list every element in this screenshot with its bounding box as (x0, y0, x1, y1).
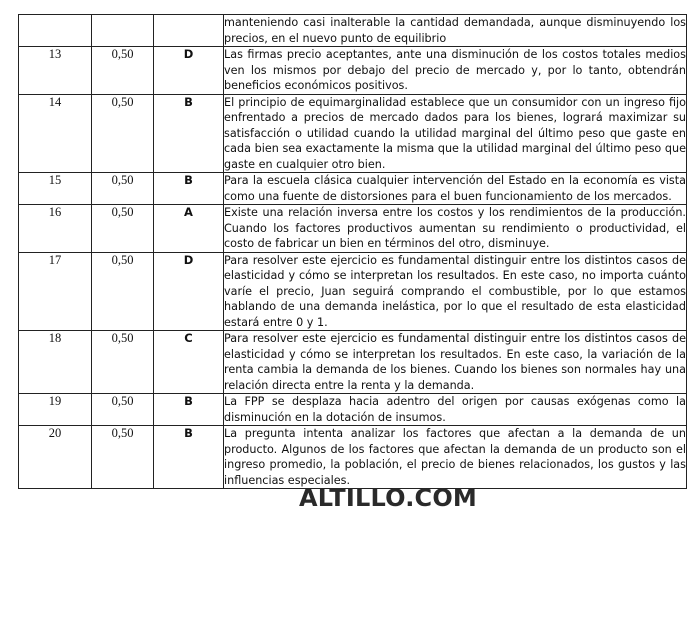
question-score (92, 15, 154, 47)
question-score: 0,50 (92, 205, 154, 253)
answer-explanation: Existe una relación inversa entre los costos y los rendimientos de la producción. Cuando los factores productivos aumentan su rendimiento o productividad, el costo de fabricar un bien en términos del otro, disminuye. (224, 206, 686, 250)
answer-letter: A (154, 205, 224, 253)
answer-explanation: Las firmas precio aceptantes, ante una disminución de los costos totales medios ven los mismos por debajo del precio de mercado y, por lo tanto, obtendrán beneficios económicos positivos. (224, 48, 686, 92)
question-number: 16 (19, 205, 92, 253)
table-row (19, 173, 687, 205)
question-number: 19 (19, 394, 92, 426)
question-score: 0,50 (92, 426, 154, 489)
table-row (19, 205, 687, 253)
question-score: 0,50 (92, 252, 154, 331)
question-score: 0,50 (92, 173, 154, 205)
answer-letter: B (154, 173, 224, 205)
answer-letter (154, 15, 224, 47)
answer-explanation: Para resolver este ejercicio es fundamental distinguir entre los distintos casos de elasticidad y cómo se interpretan los resultados. En este caso, no importa cuánto varíe el precio, Juan seguirá comprando el combustible, por lo que estamos hablando de una demanda inelástica, por lo que el resultado de esta elasticidad estará entre 0 y 1. (224, 253, 686, 329)
question-number: 15 (19, 173, 92, 205)
table-row (19, 15, 687, 47)
question-number (19, 15, 92, 47)
answer-letter: B (154, 394, 224, 426)
question-score: 0,50 (92, 394, 154, 426)
answer-letter: C (154, 331, 224, 394)
answer-letter: B (154, 94, 224, 173)
answer-letter: B (154, 426, 224, 489)
site-watermark: ALTILLO.COM (299, 484, 478, 512)
question-number: 18 (19, 331, 92, 394)
answer-explanation: Para resolver este ejercicio es fundamental distinguir entre los distintos casos de elasticidad y cómo se interpretan los resultados. En este caso, la variación de la renta cambia la demanda de los bienes. Cuando los bienes son normales hay una relación directa entre la renta y la demanda. (224, 332, 686, 392)
table-row (19, 426, 687, 489)
question-number: 17 (19, 252, 92, 331)
table-row (19, 394, 687, 426)
answer-letter: D (154, 47, 224, 95)
answer-explanation: El principio de equimarginalidad establece que un consumidor con un ingreso fijo enfrentado a precios de mercado dados para los bienes, logrará maximizar su satisfacción o utilidad cuando la utilidad marginal del último peso que gaste en cada bien sea exactamente la misma que la utilidad marginal del último peso que gaste en cualquier otro bien. (224, 95, 686, 171)
answer-explanation: La pregunta intenta analizar los factores que afectan a la demanda de un producto. Algunos de los factores que afectan la demanda de un producto son el ingreso promedio, la población, el precio de bienes relacionados, los gustos y las influencias especiales. (224, 427, 686, 487)
answer-explanation: manteniendo casi inalterable la cantidad demandada, aunque disminuyendo los precios, en el nuevo punto de equilibrio (224, 16, 686, 45)
question-score: 0,50 (92, 47, 154, 95)
answer-table (18, 14, 687, 489)
answer-explanation: La FPP se desplaza hacia adentro del origen por causas exógenas como la disminución en la dotación de insumos. (224, 395, 686, 424)
question-score: 0,50 (92, 331, 154, 394)
table-row (19, 94, 687, 173)
question-number: 14 (19, 94, 92, 173)
answer-letter: D (154, 252, 224, 331)
question-score: 0,50 (92, 94, 154, 173)
question-number: 20 (19, 426, 92, 489)
table-row (19, 47, 687, 95)
table-row (19, 252, 687, 331)
question-number: 13 (19, 47, 92, 95)
table-row (19, 331, 687, 394)
answer-explanation: Para la escuela clásica cualquier intervención del Estado en la economía es vista como una fuente de distorsiones para el buen funcionamiento de los mercados. (224, 174, 686, 203)
